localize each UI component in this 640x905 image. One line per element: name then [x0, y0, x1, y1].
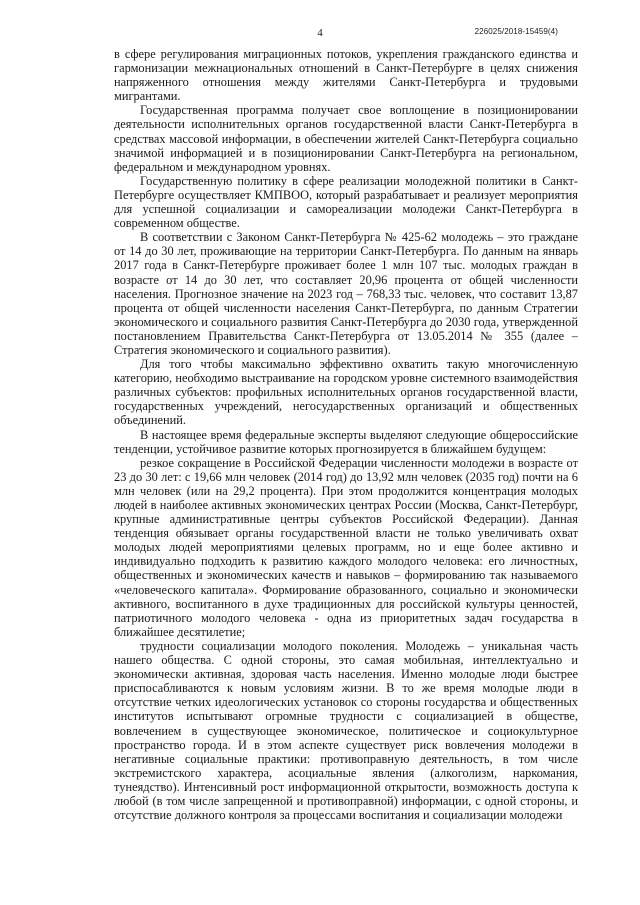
paragraph-migration-regulation: в сфере регулирования миграционных потоков, укрепления гражданского единства и гармонизации межнациональных отношений в Санкт-Петербурге в целях снижения напряженного отношения между жителями Санкт-Петербурга и трудовыми мигрантами.: [114, 47, 578, 104]
page-number: 4: [317, 27, 323, 39]
list-item-youth-decline: резкое сокращение в Российской Федерации численности молодежи в возрасте от 23 до 30 лет: с 19,66 млн человек (2014 год) до 13,92 млн человек (2035 год) почти на 6 млн человек (или на 29,2 процента). При этом продолжится концентрация молодых людей в наиболее активных экономических центрах России (Москва, Санкт-Петербург, крупные административные центры субъектов Российской Федерации). Данная тенденция обязывает органы государственной власти не только увеличивать охват молодых людей мероприятиями целевых программ, но и еще более активно и индивидуально подходить к развитию каждого молодого человека: его личностных, общественных и экономических качеств и навыков – формированию так называемого «человеческого капитала». Формирование образованного, социально и экономически активного, воспитанного в духе традиционных для российской культуры ценностей, патриотичного молодого человека - одна из приоритетных задач государства в ближайшее десятилетие;: [114, 455, 578, 639]
list-item-socialization-difficulties: трудности социализации молодого поколения. Молодежь – уникальная часть нашего общества. С одной стороны, это самая мобильная, интеллектуально и экономически активная, здоровая часть населения. Именно молодые люди быстрее приспосабливаются к новым условиям жизни. В то же время молодые люди в отсутствие четких идеологических установок со стороны государства и общественных институтов испытывают огромные трудности с социализацией в обществе, вовлечением в существующее экономическое, политическое и социокультурное пространство города. И в этом аспекте существует риск вовлечения молодежи в негативные социальные практики: противоправную деятельность, в том числе экстремистского характера, асоциальные явления (алкоголизм, наркомания, тунеядство). Интенсивный рост информационной открытости, возможность доступа к любой (в том числе запрещенной и противоправной) информации, с одной стороны, и отсутствие должного контроля за процессами воспитания и социализации молодежи: [114, 638, 578, 823]
paragraph-youth-policy: Государственную политику в сфере реализации молодежной политики в Санкт-Петербурге осуществляет КМПВОО, который разрабатывает и реализует мероприятия для успешной социализации и самореализации молодежи Санкт-Петербурга в современном обществе.: [114, 173, 578, 231]
paragraph-youth-definition: В соответствии с Законом Санкт-Петербурга № 425-62 молодежь – это граждане от 14 до 30 лет, проживающие на территории Санкт-Петербурга. По данным на январь 2017 года в Санкт-Петербурге проживает более 1 млн 107 тыс. молодых граждан в возрасте от 14 до 30 лет, что составляет 20,96 процента от общей численности населения. Прогнозное значение на 2023 год – 768,33 тыс. человек, что составит 13,87 процента от общей численности населения Санкт-Петербурга, по данным Стратегии экономического и социального развития Санкт-Петербурга до 2030 года, утвержденной постановлением Правительства Санкт-Петербурга от 13.05.2014 № 355 (далее – Стратегия экономического и социального развития).: [114, 230, 578, 357]
document-code: 226025/2018-15459(4): [474, 27, 558, 36]
paragraph-program-positioning: Государственная программа получает свое воплощение в позиционировании деятельности исполнительных органов государственной власти Санкт-Петербурга в средствах массовой информации, в обеспечении жителей Санкт-Петербурга социально значимой информацией и в позиционировании Санкт-Петербурга на региональном, федеральном и международном уровнях.: [114, 103, 578, 174]
paragraph-federal-trends-intro: В настоящее время федеральные эксперты выделяют следующие общероссийские тенденции, устойчивое развитие которых прогнозируется в ближайшем будущем:: [114, 427, 578, 456]
paragraph-interaction-system: Для того чтобы максимально эффективно охватить такую многочисленную категорию, необходимо выстраивание на городском уровне системного взаимодействия различных субъектов: профильных исполнительных органов государственной власти, государственных учреждений, негосударственных организаций и общественных объединений.: [114, 357, 578, 428]
document-body: [114, 47, 578, 822]
